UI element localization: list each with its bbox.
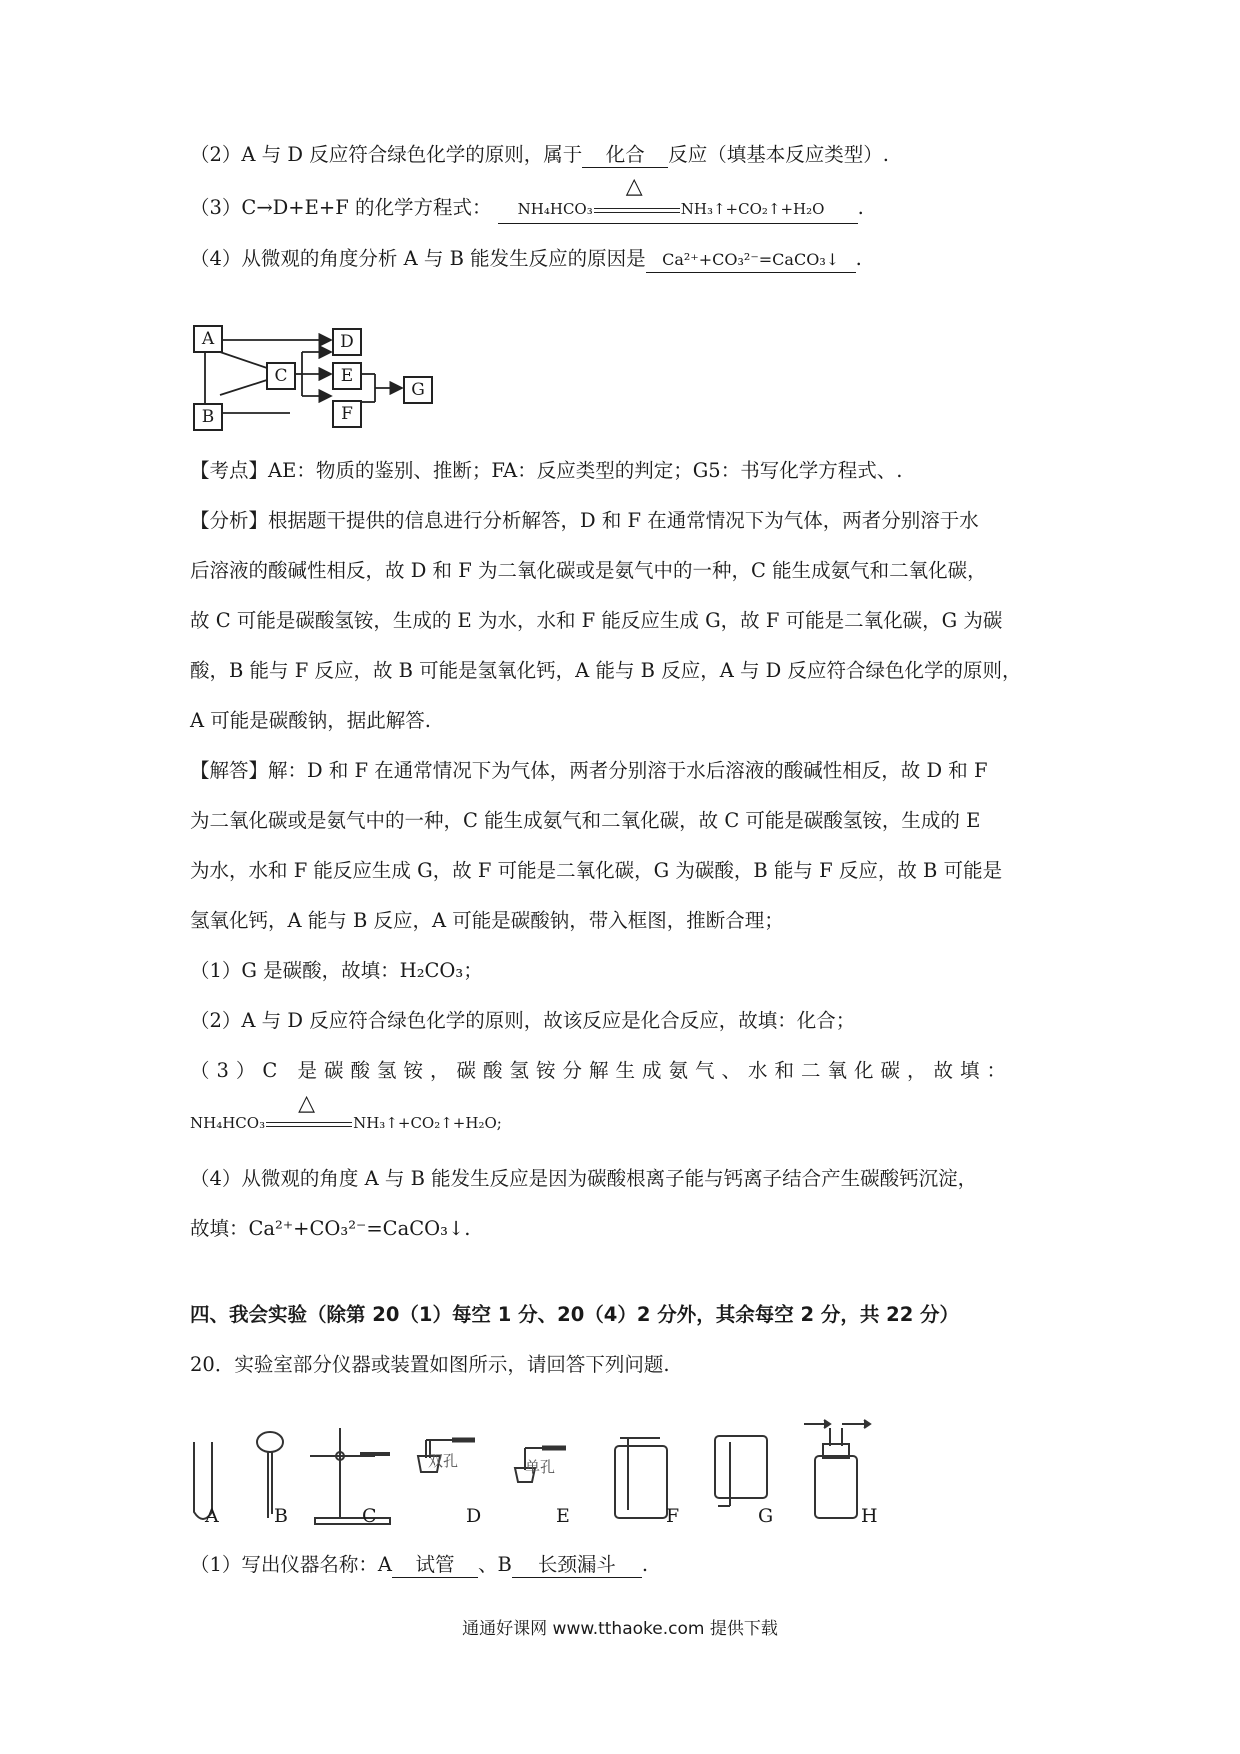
q3-products: NH₃↑+CO₂↑+H₂O: [680, 200, 825, 218]
q4-answer: Ca²⁺+CO₃²⁻=CaCO₃↓: [646, 248, 856, 273]
node-e: E: [332, 362, 362, 390]
apparatus-label-h: H: [861, 1505, 878, 1527]
apparatus-label-e: E: [556, 1505, 570, 1527]
node-d: D: [332, 328, 362, 356]
jieda-line-2: 为二氧化碳或是氨气中的一种，C 能生成氨气和二氧化碳，故 C 可能是碳酸氢铵，生成的 E: [190, 809, 981, 832]
q20-1-a-answer: 试管: [392, 1553, 478, 1578]
node-b: B: [193, 403, 223, 431]
apparatus-label-f: F: [666, 1505, 680, 1527]
fenxi-line-3: 故 C 可能是碳酸氢铵，生成的 E 为水，水和 F 能反应生成 G，故 F 可能是二氧化碳，G 为碳: [190, 609, 1003, 632]
q3-heat-arrow: [594, 174, 680, 223]
q4-prefix: （4）从微观的角度分析 A 与 B 能发生反应的原因是: [190, 247, 646, 270]
q3-line: [190, 174, 864, 224]
apparatus-label-b: B: [274, 1505, 288, 1527]
jieda-line-3: 为水，水和 F 能反应生成 G，故 F 可能是二氧化碳，G 为碳酸，B 能与 F 反应，故 B 可能是: [190, 859, 1003, 882]
answer-3-text: （3）C 是碳酸氢铵，碳酸氢铵分解生成氨气、水和二氧化碳，故填：: [190, 1059, 1014, 1082]
answer-4-fill: 故填：Ca²⁺+CO₃²⁻=CaCO₃↓.: [190, 1217, 471, 1240]
answer-1: （1）G 是碳酸，故填：H₂CO₃；: [190, 959, 483, 982]
q2-prefix: （2）A 与 D 反应符合绿色化学的原则，属于: [190, 143, 583, 166]
fenxi-line-4: 酸，B 能与 F 反应，故 B 可能是氢氧化钙，A 能与 B 反应，A 与 D 反应符合绿色化学的原则，: [190, 659, 1022, 682]
node-a: A: [193, 325, 223, 353]
q2-suffix: 反应（填基本反应类型）.: [668, 143, 889, 166]
answer-3-equation: [190, 1091, 502, 1138]
apparatus-d-caption: 双孔: [428, 1452, 459, 1470]
q3-equation-blank: [498, 174, 858, 224]
q3-end: .: [857, 196, 864, 219]
q2-answer: 化合: [582, 143, 668, 168]
apparatus-figure: [190, 1393, 1060, 1553]
q20-1-mid: 、B: [478, 1553, 512, 1576]
heat-triangle-icon: △: [298, 1091, 316, 1116]
node-f: F: [332, 400, 362, 428]
heat-triangle-icon: △: [625, 174, 643, 199]
q3-reactant: NH₄HCO₃: [517, 200, 593, 218]
q20-stem: 20．实验室部分仪器或装置如图所示，请回答下列问题.: [190, 1353, 670, 1376]
q20-1-end: .: [641, 1553, 649, 1576]
jieda-line-4: 氢氧化钙，A 能与 B 反应，A 可能是碳酸钠，带入框图，推断合理；: [190, 909, 784, 932]
q20-1-line: [190, 1550, 648, 1580]
ans3-reactant: NH₄HCO₃: [190, 1114, 266, 1132]
answer-4-text: （4）从微观的角度 A 与 B 能发生反应是因为碳酸根离子能与钙离子结合产生碳酸钙沉淀，: [190, 1167, 978, 1190]
q2-line: [190, 140, 889, 170]
apparatus-label-d: D: [466, 1505, 482, 1527]
fenxi-line-5: A 可能是碳酸钠，据此解答.: [190, 709, 431, 732]
answer-2: （2）A 与 D 反应符合绿色化学的原则，故该反应是化合反应，故填：化合；: [190, 1009, 856, 1032]
ans3-products: NH₃↑+CO₂↑+H₂O;: [353, 1114, 502, 1132]
apparatus-label-g: G: [758, 1505, 774, 1527]
q4-end: .: [855, 247, 862, 270]
ans3-heat-arrow: [266, 1091, 352, 1137]
q20-1-b-answer: 长颈漏斗: [512, 1553, 642, 1578]
fenxi-line-2: 后溶液的酸碱性相反，故 D 和 F 为二氧化碳或是氨气中的一种，C 能生成氨气和二氧化碳，: [190, 559, 987, 582]
apparatus-label-c: C: [362, 1505, 377, 1527]
q3-prefix: （3）C→D+E+F 的化学方程式：: [190, 196, 492, 219]
section-4-heading: 四、我会实验（除第 20（1）每空 1 分、20（4）2 分外，其余每空 2 分，共 22 分）: [190, 1303, 960, 1326]
page-footer: 通通好课网 www.tthaoke.com 提供下载: [462, 1619, 778, 1639]
node-g: G: [403, 376, 433, 404]
fenxi-line-1: 【分析】根据题干提供的信息进行分析解答，D 和 F 在通常情况下为气体，两者分别溶于水: [190, 509, 979, 532]
apparatus-e-caption: 单孔: [525, 1458, 556, 1476]
kaodian: 【考点】AE：物质的鉴别、推断；FA：反应类型的判定；G5：书写化学方程式、.: [190, 459, 903, 482]
q20-1-prefix: （1）写出仪器名称：A: [190, 1553, 392, 1576]
q4-line: [190, 244, 862, 274]
jieda-line-1: 【解答】解：D 和 F 在通常情况下为气体，两者分别溶于水后溶液的酸碱性相反，故 D 和 F: [190, 759, 988, 782]
node-c: C: [266, 362, 296, 390]
apparatus-label-a: A: [205, 1505, 219, 1527]
